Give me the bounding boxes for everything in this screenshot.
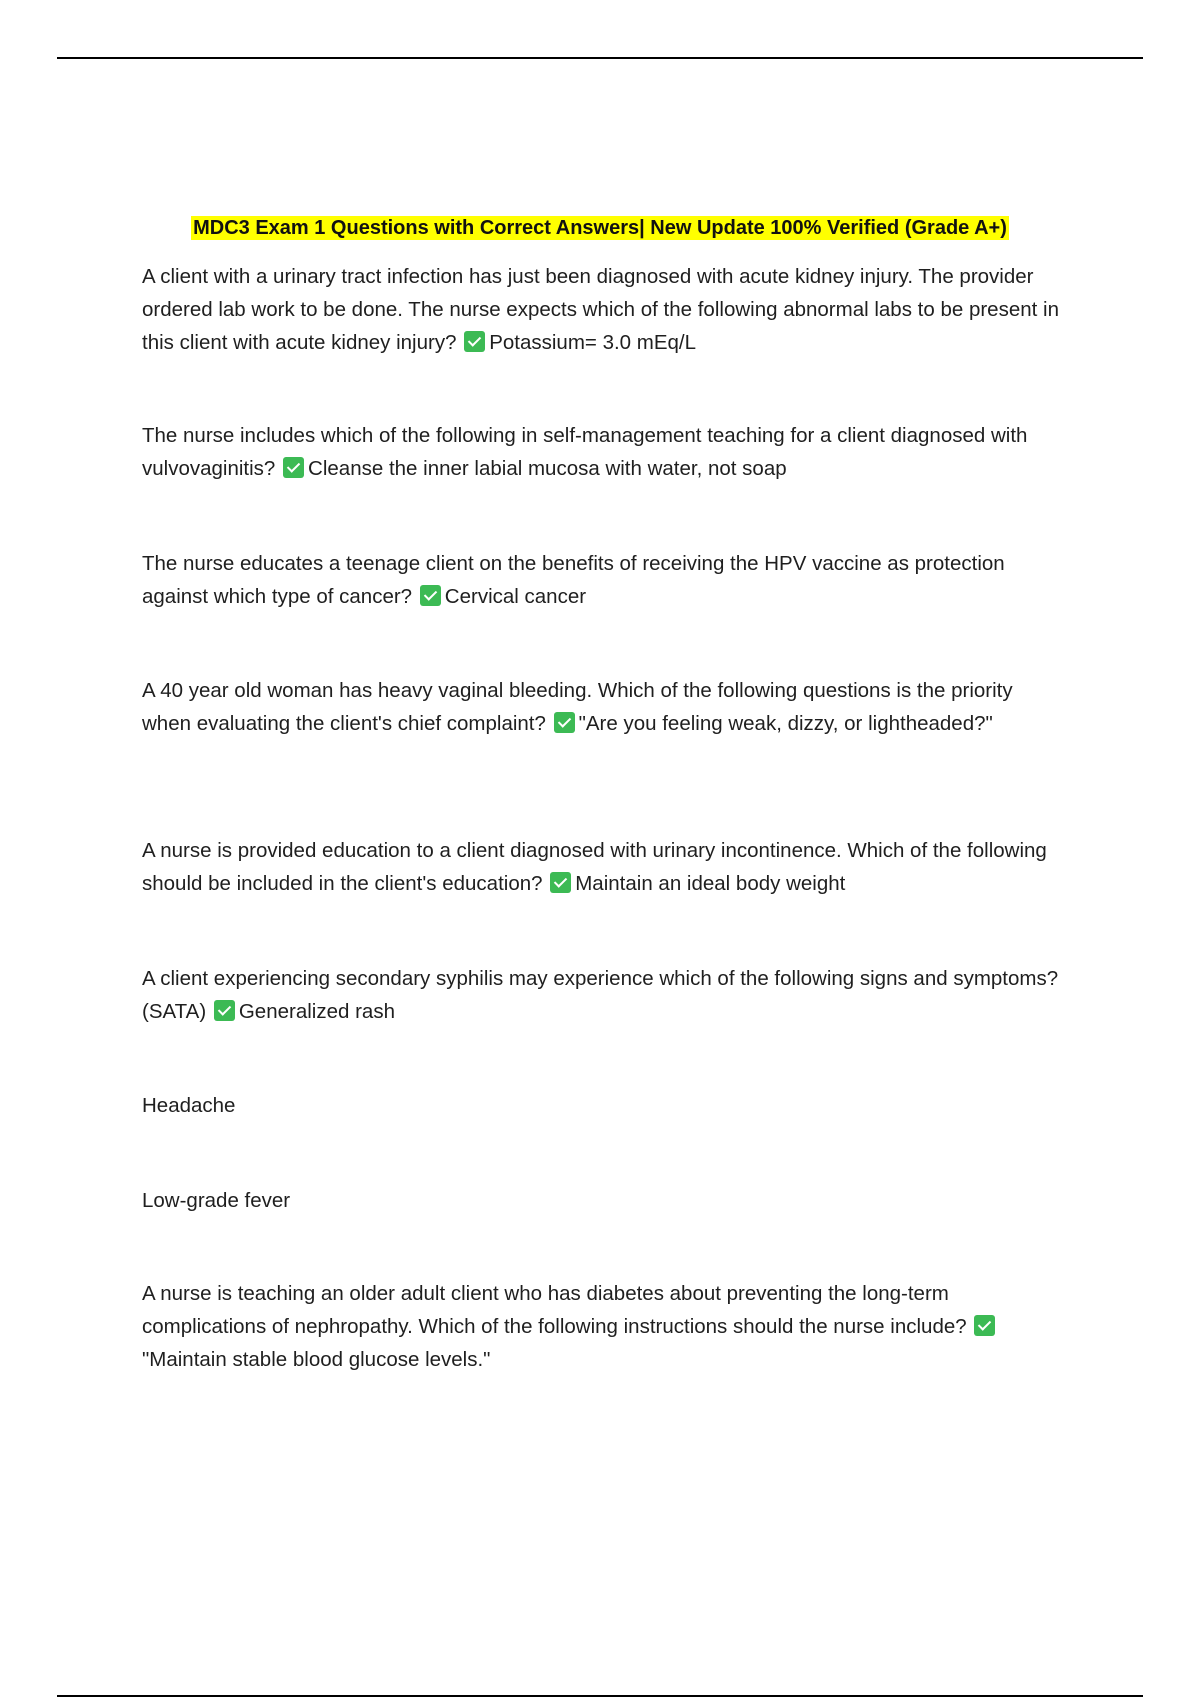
document-title bbox=[0, 214, 1200, 242]
answer-text: Headache bbox=[142, 1094, 236, 1117]
extra-answer-1 bbox=[142, 1089, 1062, 1122]
check-icon bbox=[420, 585, 441, 606]
answer-text: "Are you feeling weak, dizzy, or lightheaded?" bbox=[578, 712, 993, 735]
footer-rule bbox=[57, 1695, 1143, 1697]
question-text: A client experiencing secondary syphilis may experience which of the following signs and symptoms? (SATA) bbox=[142, 967, 1059, 1023]
question-item-4 bbox=[142, 674, 1062, 740]
question-text: The nurse educates a teenage client on the benefits of receiving the HPV vaccine as protection against which type of cancer? bbox=[142, 552, 1005, 608]
answer-text: Cervical cancer bbox=[444, 585, 587, 608]
check-icon bbox=[974, 1315, 995, 1336]
header-rule bbox=[57, 57, 1143, 59]
answer-text: Low-grade fever bbox=[142, 1189, 291, 1212]
extra-answer-2 bbox=[142, 1184, 1062, 1217]
answer-text: "Maintain stable blood glucose levels." bbox=[142, 1348, 491, 1371]
question-text: The nurse includes which of the following in self-management teaching for a client diagnosed with vulvovaginitis? bbox=[142, 424, 1028, 480]
question-item-7 bbox=[142, 1277, 1062, 1376]
answer-text: Maintain an ideal body weight bbox=[575, 872, 846, 895]
check-icon bbox=[283, 457, 304, 478]
answer-text: Potassium= 3.0 mEq/L bbox=[489, 331, 697, 354]
question-text: A nurse is teaching an older adult client who has diabetes about preventing the long-term complications of nephropathy. Which of the following instructions should the nurse include? bbox=[142, 1282, 967, 1338]
check-icon bbox=[214, 1000, 235, 1021]
document-title-text: MDC3 Exam 1 Questions with Correct Answers| New Update 100% Verified (Grade A+) bbox=[193, 217, 1007, 239]
check-icon bbox=[464, 331, 485, 352]
question-text: A 40 year old woman has heavy vaginal bleeding. Which of the following questions is the priority when evaluating the client's chief complaint? bbox=[142, 679, 1013, 735]
check-icon bbox=[550, 872, 571, 893]
question-item-5 bbox=[142, 834, 1062, 900]
question-text: A nurse is provided education to a client diagnosed with urinary incontinence. Which of the following should be included in the client's education? bbox=[142, 839, 1047, 895]
answer-text: Cleanse the inner labial mucosa with water, not soap bbox=[308, 457, 787, 480]
question-item-3 bbox=[142, 547, 1062, 613]
question-item-2 bbox=[142, 419, 1062, 485]
question-text: A client with a urinary tract infection has just been diagnosed with acute kidney injury. The provider ordered lab work to be done. The nurse expects which of the following abnormal labs to be present in this client with acute kidney injury? bbox=[142, 265, 1059, 354]
question-item-6 bbox=[142, 962, 1062, 1028]
question-item-1 bbox=[142, 260, 1062, 359]
check-icon bbox=[554, 712, 575, 733]
answer-text: Generalized rash bbox=[238, 1000, 395, 1023]
